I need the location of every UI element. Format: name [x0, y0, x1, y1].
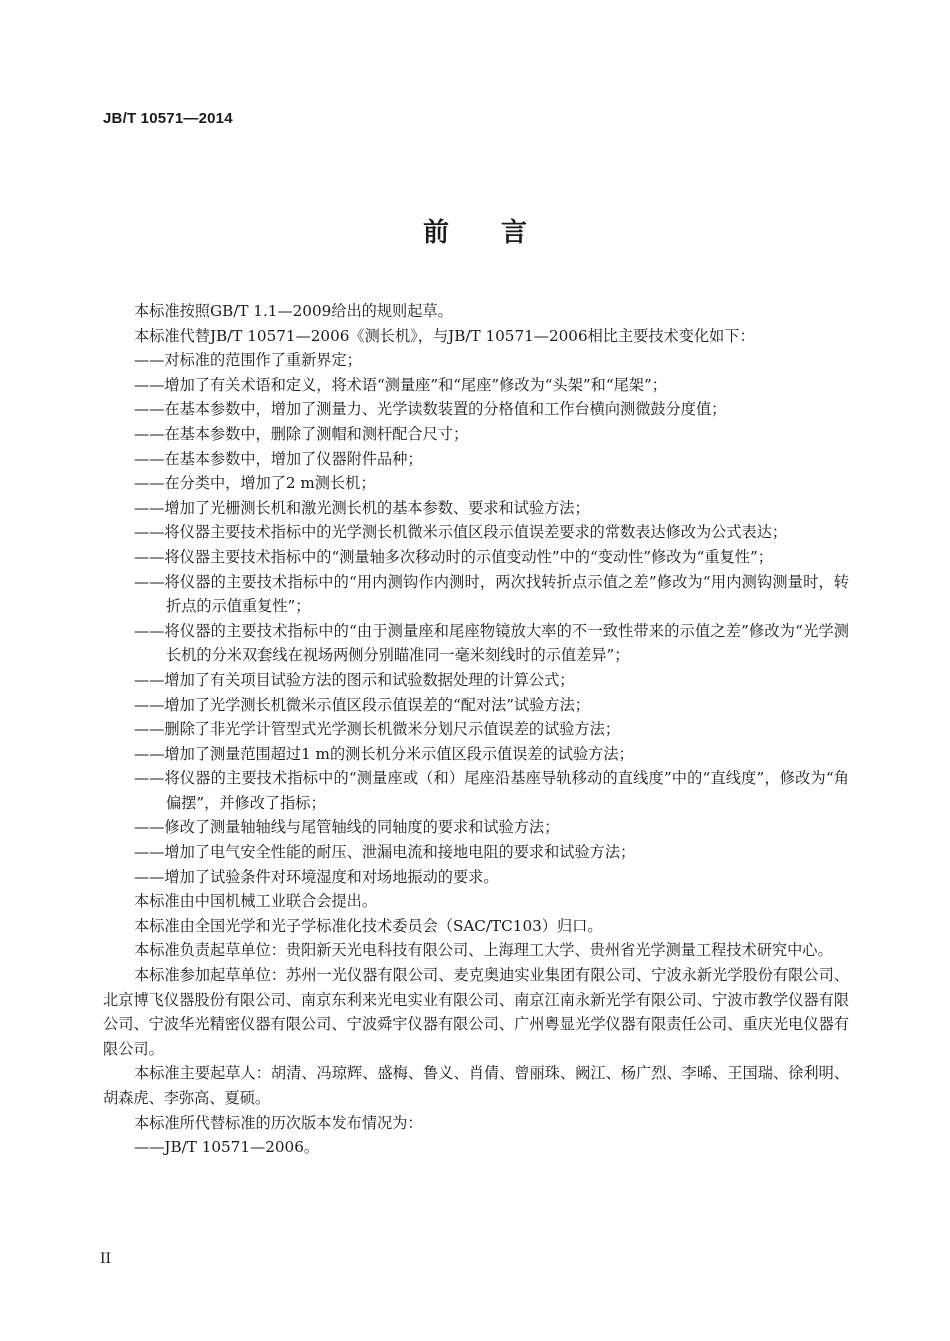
intro-paragraph: 本标准代替JB/T 10571—2006《测长机》，与JB/T 10571—2006相比主要技术变化如下：: [134, 326, 755, 345]
change-item: ——增加了试验条件对环境湿度和对场地振动的要求。: [134, 867, 499, 886]
closing-paragraph: 本标准由全国光学和光子学标准化技术委员会（SAC/TC103）归口。: [134, 916, 603, 935]
change-item: ——增加了光栅测长机和激光测长机的基本参数、要求和试验方法；: [134, 498, 590, 517]
change-item: ——对标准的范围作了重新界定；: [134, 351, 362, 370]
change-item: ——增加了电气安全性能的耐压、泄漏电流和接地电阻的要求和试验方法；: [134, 843, 636, 862]
standard-code: JB/T 10571—2014: [103, 110, 233, 127]
change-item: ——增加了测量范围超过1 m的测长机分米示值区段示值误差的试验方法；: [134, 744, 634, 763]
change-item: ——删除了非光学计管型式光学测长机微米分划尺示值误差的试验方法；: [134, 720, 620, 739]
change-item: ——增加了光学测长机微米示值区段示值误差的“配对法”试验方法；: [134, 695, 590, 714]
change-item: ——增加了有关术语和定义，将术语“测量座”和“尾座”修改为“头架”和“尾架”；: [134, 375, 667, 394]
closing-paragraph: 本标准所代替标准的历次版本发布情况为：: [134, 1113, 423, 1132]
change-item: ——在基本参数中，增加了仪器附件品种；: [134, 449, 423, 468]
closing-paragraph: 本标准负责起草单位：贵阳新天光电科技有限公司、上海理工大学、贵州省光学测量工程技术研究中心。: [134, 941, 833, 960]
closing-paragraph: 本标准主要起草人：胡清、冯琼辉、盛梅、鲁义、肖倩、曾丽珠、阙江、杨广烈、李晞、王国瑞、徐利明、胡森虎、李弥高、夏硕。: [103, 1064, 849, 1107]
closing-paragraph: 本标准参加起草单位：苏州一光仪器有限公司、麦克奥迪实业集团有限公司、宁波永新光学股份有限公司、北京博飞仪器股份有限公司、南京东利来光电实业有限公司、南京江南永新光学有限公司、宁波市教学仪器有限公司、宁波华光精密仪器有限公司、宁波舜宇仪器有限公司、广州粤显光学仪器有限责任公司、重庆光电仪器有限公司。: [103, 966, 849, 1058]
change-item: ——在基本参数中，增加了测量力、光学读数装置的分格值和工作台横向测微鼓分度值；: [134, 400, 727, 419]
change-item: ——在分类中，增加了2 m测长机；: [134, 474, 376, 493]
foreword-body: [103, 299, 849, 1160]
page-title: 前言: [422, 218, 579, 248]
change-item: ——将仪器的主要技术指标中的“测量座或（和）尾座沿基座导轨移动的直线度”中的“直线度”，修改为“角偏摆”，并修改了指标；: [134, 769, 849, 812]
change-item: ——将仪器的主要技术指标中的“用内测钩作内测时，两次找转折点示值之差”修改为“用内测钩测量时，转折点的示值重复性”；: [134, 572, 849, 616]
history-item: ——JB/T 10571—2006。: [134, 1138, 320, 1157]
intro-paragraph: 本标准按照GB/T 1.1—2009给出的规则起草。: [134, 302, 453, 320]
change-item: ——增加了有关项目试验方法的图示和试验数据处理的计算公式；: [134, 670, 575, 689]
change-item: ——在基本参数中，删除了测帽和测杆配合尺寸；: [134, 424, 469, 443]
closing-paragraph: 本标准由中国机械工业联合会提出。: [134, 892, 377, 911]
change-item: ——将仪器主要技术指标中的光学测长机微米示值区段示值误差要求的常数表达修改为公式表达；: [134, 523, 788, 542]
change-item: ——将仪器的主要技术指标中的“由于测量座和尾座物镜放大率的不一致性带来的示值之差”修改为“光学测长机的分米双套线在视场两侧分别瞄准同一毫米刻线时的示值差异”；: [134, 621, 849, 665]
change-item: ——将仪器主要技术指标中的“测量轴多次移动时的示值变动性”中的“变动性”修改为“重复性”；: [134, 547, 773, 566]
page-number: II: [100, 1251, 112, 1267]
change-item: ——修改了测量轴轴线与尾管轴线的同轴度的要求和试验方法；: [134, 818, 560, 837]
